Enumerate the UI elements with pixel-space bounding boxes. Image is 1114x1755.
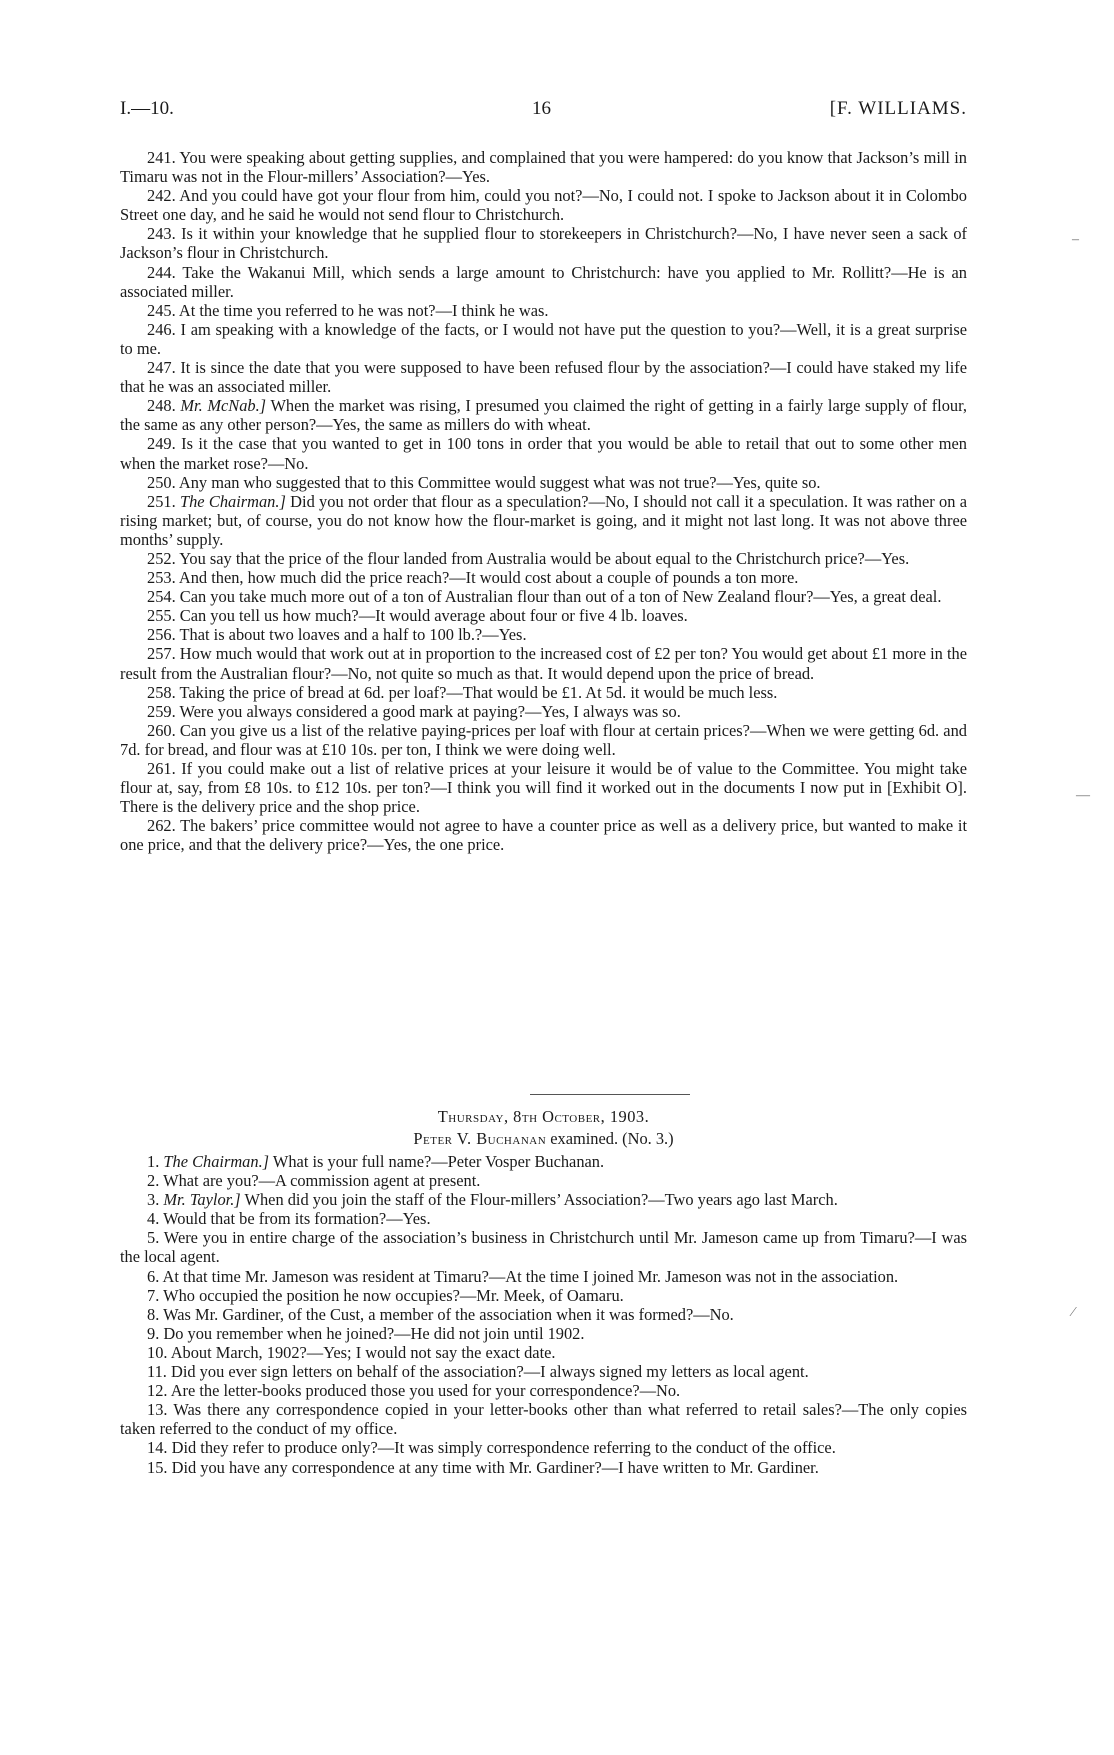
question-text: Did you have any correspondence at any time with Mr. Gardiner?—I have written to Mr. Gardiner. <box>171 1457 819 1477</box>
question-number: 243. <box>147 224 176 244</box>
question-answer <box>120 1171 967 1190</box>
question-text: And then, how much did the price reach?—It would cost about a couple of pounds a ton more. <box>178 568 799 588</box>
question-text: Who occupied the position he now occupies?—Mr. Meek, of Oamaru. <box>163 1285 624 1305</box>
question-answer <box>120 721 967 759</box>
question-answer <box>120 1458 967 1477</box>
speaker-name: Mr. McNab.] <box>180 396 267 416</box>
question-text: Are the letter-books produced those you used for your correspondence?—No. <box>170 1381 681 1401</box>
question-text: Was Mr. Gardiner, of the Cust, a member of the association when it was formed?—No. <box>163 1304 734 1324</box>
question-answer <box>120 320 967 358</box>
question-number: 254. <box>147 587 176 607</box>
witness-heading <box>120 1129 967 1149</box>
question-number: 253. <box>147 568 176 588</box>
question-number: 246. <box>147 319 176 339</box>
question-text: That is about two loaves and a half to 100 lb.?—Yes. <box>179 625 527 645</box>
question-text: Would that be from its formation?—Yes. <box>163 1209 431 1229</box>
question-number: 245. <box>147 300 176 320</box>
question-number: 1. <box>147 1152 160 1171</box>
question-answer <box>120 1305 967 1324</box>
question-number: 7. <box>147 1285 160 1305</box>
question-answer <box>120 224 967 262</box>
question-answer <box>120 1152 967 1171</box>
question-text: At the time you referred to he was not?—I think he was. <box>178 300 549 320</box>
question-answer <box>120 1209 967 1228</box>
question-text: Take the Wakanui Mill, which sends a large amount to Christchurch: have you applied to Mr. Rollitt?—He is an associated miller. <box>120 262 967 301</box>
speaker-name: The Chairman.] <box>163 1152 270 1171</box>
question-answer <box>120 396 967 434</box>
question-answer <box>120 301 967 320</box>
question-number: 259. <box>147 701 176 721</box>
question-text: And you could have got your flour from him, could you not?—No, I could not. I spoke to Jackson about it in Colombo Street one day, and he said he would not send flour to Christchurch. <box>120 186 967 225</box>
question-text: It is since the date that you were supposed to have been refused flour by the association?—I could have staked my life that he was an associated miller. <box>120 358 967 397</box>
section-divider <box>530 1094 690 1095</box>
question-text: Can you take much more out of a ton of Australian flour than out of a ton of New Zealand flour?—Yes, a great deal. <box>179 587 942 607</box>
question-text: Were you in entire charge of the association’s business in Christchurch until Mr. Jameson came up from Timaru?—I was the local agent. <box>120 1228 967 1267</box>
question-number: 11. <box>147 1362 167 1382</box>
session-date: Thursday, 8th October, 1903. <box>437 1107 650 1126</box>
question-number: 9. <box>147 1323 160 1343</box>
question-number: 261. <box>147 759 176 778</box>
question-number: 255. <box>147 606 176 626</box>
question-number: 251. <box>147 491 176 511</box>
question-text: The bakers’ price committee would not agree to have a counter price as well as a delivery price, but wanted to make it one price, and that the delivery price?—Yes, the one price. <box>120 816 967 855</box>
question-number: 242. <box>147 186 176 206</box>
question-answer <box>120 587 967 606</box>
question-answer <box>120 492 967 549</box>
question-number: 4. <box>147 1209 160 1229</box>
question-answer <box>120 358 967 396</box>
question-answer <box>120 816 967 854</box>
question-number: 258. <box>147 682 176 702</box>
question-answer <box>120 1381 967 1400</box>
question-number: 260. <box>147 720 176 740</box>
scan-mark: ⁄ <box>1072 1305 1075 1320</box>
question-answer <box>120 1362 967 1381</box>
witness-name: Peter V. Buchanan <box>413 1129 547 1148</box>
question-number: 5. <box>147 1228 160 1248</box>
question-text: Can you tell us how much?—It would average about four or five 4 lb. loaves. <box>179 606 688 626</box>
question-text: Did they refer to produce only?—It was simply correspondence referring to the conduct of the office. <box>171 1438 836 1458</box>
question-text: Any man who suggested that to this Committee would suggest what was not true?—Yes, quite so. <box>178 472 821 492</box>
question-number: 241. <box>147 148 176 167</box>
question-number: 262. <box>147 816 176 836</box>
speaker-name: Mr. Taylor.] <box>163 1190 241 1210</box>
question-answer <box>120 263 967 301</box>
question-answer <box>120 186 967 224</box>
question-answer <box>120 568 967 587</box>
question-text: Did you not order that flour as a speculation?—No, I should not call it a speculation. It was rather on a rising market; but, of course, you do not know how the flour-market is going, and it might not last long. It was not above three months’ supply. <box>120 491 967 549</box>
question-number: 10. <box>147 1342 168 1362</box>
question-number: 249. <box>147 434 176 454</box>
question-answer <box>120 434 967 472</box>
question-text: Is it the case that you wanted to get in 100 tons in order that you would be able to retail that out to some other men when the market rose?—No. <box>120 434 967 473</box>
question-number: 6. <box>147 1266 160 1286</box>
question-text: Do you remember when he joined?—He did not join until 1902. <box>163 1323 585 1343</box>
question-number: 8. <box>147 1304 160 1324</box>
question-answer <box>120 606 967 625</box>
page-number: 16 <box>532 98 551 119</box>
question-answer <box>120 759 967 816</box>
question-number: 257. <box>147 644 176 664</box>
question-number: 3. <box>147 1190 160 1210</box>
running-header <box>120 98 967 124</box>
question-text: I am speaking with a knowledge of the facts, or I would not have put the question to you?—Well, it is a great surprise to me. <box>120 319 967 358</box>
question-answer <box>120 702 967 721</box>
question-text: If you could make out a list of relative prices at your leisure it would be of value to the Committee. You might take flour at, say, from £8 10s. to £12 10s. per ton?—I think you will find it worked out in the documents I now put in [Exhibit O]. There is the delivery price and the shop price. <box>120 759 967 817</box>
question-text: At that time Mr. Jameson was resident at Timaru?—At the time I joined Mr. Jameson was not in the association. <box>162 1266 899 1286</box>
question-number: 14. <box>147 1438 168 1458</box>
question-number: 252. <box>147 548 176 568</box>
scan-mark: – <box>1072 232 1079 247</box>
question-answer <box>120 683 967 702</box>
question-answer <box>120 1286 967 1305</box>
question-text: Did you ever sign letters on behalf of the association?—I always signed my letters as local agent. <box>171 1362 809 1382</box>
question-text: About March, 1902?—Yes; I would not say the exact date. <box>170 1342 556 1362</box>
question-number: 13. <box>147 1400 168 1420</box>
question-text: Is it within your knowledge that he supplied flour to storekeepers in Christchurch?—No, I have never seen a sack of Jackson’s flour in Christchurch. <box>120 224 967 263</box>
parliamentary-paper-ref: I.—10. <box>120 98 174 119</box>
witness-examination-note: examined. (No. 3.) <box>546 1129 674 1148</box>
question-text: Was there any correspondence copied in your letter-books other than what referred to retail sales?—The only copies taken referred to the conduct of my office. <box>120 1400 967 1439</box>
question-number: 15. <box>147 1457 168 1477</box>
evidence-block-buchanan <box>120 1152 967 1477</box>
question-text: When the market was rising, I presumed you claimed the right of getting in a fairly large supply of flour, the same as any other person?—Yes, the same as millers do with wheat. <box>120 396 967 435</box>
question-answer <box>120 1190 967 1209</box>
question-answer <box>120 1400 967 1438</box>
question-text: How much would that work out at in proportion to the increased cost of £2 per ton? You would get about £1 more in the result from the Australian flour?—No, not quite so much as that. It would depend upon the price of bread. <box>120 644 967 683</box>
question-text: What is your full name?—Peter Vosper Buchanan. <box>272 1152 605 1171</box>
question-number: 250. <box>147 472 176 492</box>
question-text: What are you?—A commission agent at present. <box>163 1171 481 1191</box>
question-answer <box>120 644 967 682</box>
question-answer <box>120 1324 967 1343</box>
question-text: Taking the price of bread at 6d. per loaf?—That would be £1. At 5d. it would be much less. <box>179 682 778 702</box>
question-number: 2. <box>147 1171 160 1191</box>
question-answer <box>120 1343 967 1362</box>
question-answer <box>120 473 967 492</box>
question-number: 12. <box>147 1381 168 1401</box>
question-answer <box>120 1267 967 1286</box>
question-number: 247. <box>147 358 176 378</box>
question-number: 244. <box>147 262 176 282</box>
question-text: Were you always considered a good mark at paying?—Yes, I always was so. <box>179 701 681 721</box>
question-text: When did you join the staff of the Flour-millers’ Association?—Two years ago last March. <box>244 1190 838 1210</box>
speaker-name: The Chairman.] <box>180 491 286 511</box>
question-answer <box>120 549 967 568</box>
question-answer <box>120 148 967 186</box>
witness-running-head: [F. WILLIAMS. <box>829 98 967 119</box>
question-number: 248. <box>147 396 176 416</box>
question-number: 256. <box>147 625 176 645</box>
question-text: Can you give us a list of the relative paying-prices per loaf with flour at certain prices?—When we were getting 6d. and 7d. for bread, and flour was at £10 10s. per ton, I think we were doing well. <box>120 720 967 759</box>
question-text: You say that the price of the flour landed from Australia would be about equal to the Christchurch price?—Yes. <box>179 548 910 568</box>
question-answer <box>120 1438 967 1457</box>
scan-mark: — <box>1076 788 1090 803</box>
question-answer <box>120 625 967 644</box>
question-answer <box>120 1228 967 1266</box>
evidence-block-williams <box>120 148 967 854</box>
question-text: You were speaking about getting supplies, and complained that you were hampered: do you know that Jackson’s mill in Timaru was not in the Flour-millers’ Association?—Yes. <box>120 148 967 187</box>
